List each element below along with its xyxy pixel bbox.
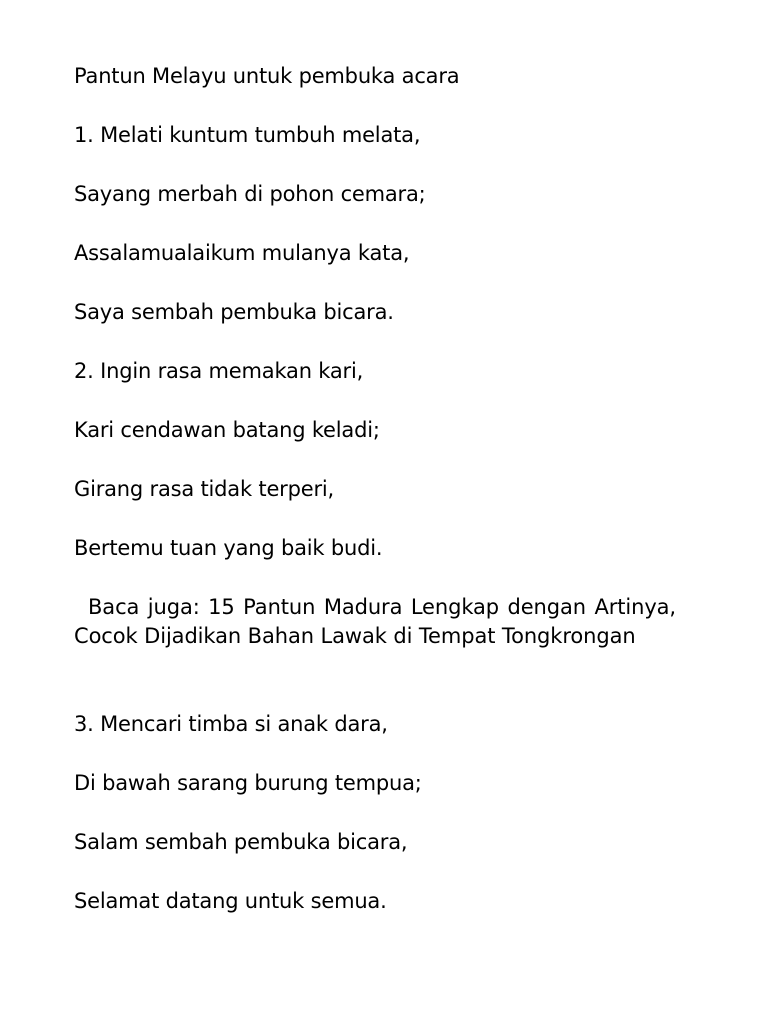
pantun-3-line-1: 3. Mencari timba si anak dara, <box>74 712 388 736</box>
pantun-1-line-3: Assalamualaikum mulanya kata, <box>74 241 410 265</box>
pantun-2-line-1: 2. Ingin rasa memakan kari, <box>74 359 364 383</box>
pantun-1-line-4: Saya sembah pembuka bicara. <box>74 300 394 324</box>
document-page <box>74 0 676 1024</box>
read-also-link[interactable]: Baca juga: 15 Pantun Madura Lengkap dengan Artinya, Cocok Dijadikan Bahan Lawak di Tempat Tongkrongan <box>74 595 676 648</box>
pantun-2-line-3: Girang rasa tidak terperi, <box>74 477 334 501</box>
pantun-1-line-2: Sayang merbah di pohon cemara; <box>74 182 426 206</box>
pantun-3-line-4: Selamat datang untuk semua. <box>74 889 387 913</box>
pantun-3-line-2: Di bawah sarang burung tempua; <box>74 771 422 795</box>
pantun-2-line-2: Kari cendawan batang keladi; <box>74 418 380 442</box>
pantun-1-line-1: 1. Melati kuntum tumbuh melata, <box>74 123 421 147</box>
pantun-3-line-3: Salam sembah pembuka bicara, <box>74 830 408 854</box>
pantun-2-line-4: Bertemu tuan yang baik budi. <box>74 536 383 560</box>
document-title: Pantun Melayu untuk pembuka acara <box>74 64 460 88</box>
